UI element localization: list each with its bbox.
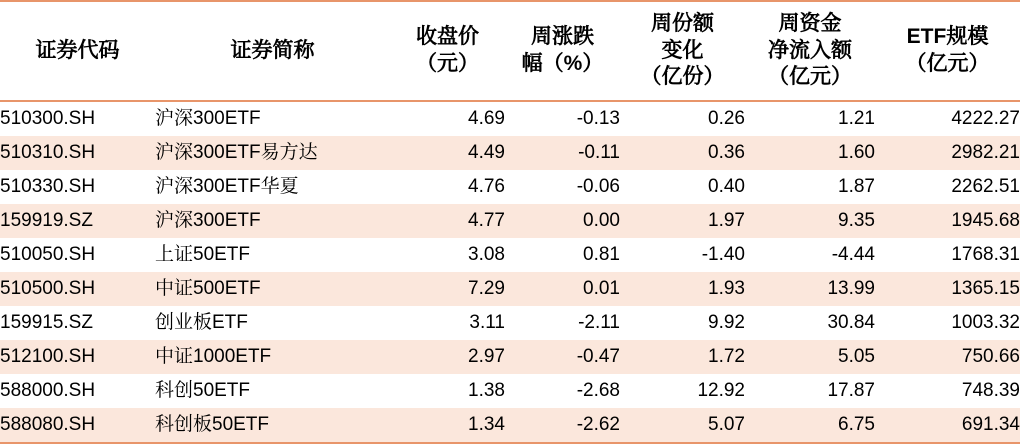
cell-share-change: 0.36 xyxy=(708,142,745,163)
column-header-share-change-line2: 变化 xyxy=(661,38,704,62)
cell-scale: 2982.21 xyxy=(951,142,1020,163)
table-row xyxy=(0,136,1020,170)
column-header-scale xyxy=(875,1,1020,101)
cell-net-inflow: 13.99 xyxy=(827,278,875,299)
cell-net-inflow: -4.44 xyxy=(831,244,875,265)
cell-change: -2.11 xyxy=(578,312,620,333)
cell-name: 中证1000ETF xyxy=(155,346,272,367)
table-row xyxy=(0,204,1020,238)
cell-change: 0.00 xyxy=(583,210,620,231)
cell-change: -0.47 xyxy=(576,346,620,367)
column-header-price xyxy=(390,1,505,101)
cell-net-inflow: 1.60 xyxy=(838,142,875,163)
table-row xyxy=(0,306,1020,340)
table-row xyxy=(0,408,1020,443)
cell-change: -0.06 xyxy=(576,176,620,197)
cell-scale: 4222.27 xyxy=(951,108,1020,129)
column-header-name-line1: 证券简称 xyxy=(230,38,315,62)
cell-net-inflow: 1.87 xyxy=(838,176,875,197)
column-header-change-line2: 幅（%） xyxy=(521,52,604,75)
table-header xyxy=(0,1,1020,101)
cell-share-change: -1.40 xyxy=(701,244,745,265)
cell-net-inflow: 1.21 xyxy=(838,108,875,129)
table-body xyxy=(0,101,1020,443)
cell-change: -2.68 xyxy=(576,380,620,401)
column-header-change xyxy=(505,1,620,101)
cell-name: 沪深300ETF xyxy=(155,108,261,129)
cell-name: 沪深300ETF xyxy=(155,210,261,231)
cell-share-change: 1.93 xyxy=(708,278,745,299)
cell-price: 4.77 xyxy=(468,210,505,231)
cell-net-inflow: 6.75 xyxy=(745,408,875,443)
cell-price: 3.08 xyxy=(468,244,505,265)
cell-name: 科创板50ETF xyxy=(155,408,390,443)
cell-scale: 691.34 xyxy=(875,408,1020,443)
cell-code: 510310.SH xyxy=(0,142,96,163)
cell-share-change: 1.97 xyxy=(708,210,745,231)
cell-price: 1.34 xyxy=(390,408,505,443)
table-header-row xyxy=(0,1,1020,101)
cell-code: 512100.SH xyxy=(0,346,96,367)
cell-scale: 750.66 xyxy=(961,346,1020,367)
cell-price: 4.49 xyxy=(468,142,505,163)
cell-share-change: 0.26 xyxy=(708,108,745,129)
cell-name: 中证500ETF xyxy=(155,278,261,299)
cell-price: 2.97 xyxy=(468,346,505,367)
cell-code: 510330.SH xyxy=(0,176,96,197)
column-header-scale-line2: （亿元） xyxy=(905,52,990,75)
cell-scale: 2262.51 xyxy=(951,176,1020,197)
cell-price: 7.29 xyxy=(468,278,505,299)
cell-change: 0.01 xyxy=(583,278,620,299)
cell-scale: 1365.15 xyxy=(951,278,1020,299)
column-header-share-change-line3: （亿份） xyxy=(640,65,725,89)
column-header-net-inflow-line2: 净流入额 xyxy=(768,38,852,62)
cell-price: 4.76 xyxy=(468,176,505,197)
cell-scale: 1768.31 xyxy=(951,244,1020,265)
column-header-code-line1: 证券代码 xyxy=(35,38,120,62)
cell-change: 0.81 xyxy=(583,244,620,265)
column-header-price-line2: （元） xyxy=(416,52,479,75)
cell-change: -0.11 xyxy=(578,142,620,163)
table-row xyxy=(0,272,1020,306)
column-header-net-inflow-line1: 周资金 xyxy=(778,11,842,35)
cell-code: 159915.SZ xyxy=(0,312,93,333)
cell-price: 4.69 xyxy=(468,108,505,129)
cell-code: 588080.SH xyxy=(0,408,155,443)
cell-share-change: 9.92 xyxy=(708,312,745,333)
cell-net-inflow: 9.35 xyxy=(838,210,875,231)
cell-net-inflow: 30.84 xyxy=(827,312,875,333)
table-row xyxy=(0,170,1020,204)
cell-share-change: 1.72 xyxy=(708,346,745,367)
cell-code: 159919.SZ xyxy=(0,210,93,231)
column-header-code xyxy=(0,1,155,101)
column-header-share-change xyxy=(620,1,745,101)
table-row xyxy=(0,374,1020,408)
column-header-name xyxy=(155,1,390,101)
cell-change: -0.13 xyxy=(576,108,620,129)
cell-share-change: 0.40 xyxy=(708,176,745,197)
cell-scale: 1003.32 xyxy=(951,312,1020,333)
cell-net-inflow: 17.87 xyxy=(827,380,875,401)
cell-price: 1.38 xyxy=(468,380,505,401)
cell-code: 510050.SH xyxy=(0,244,96,265)
cell-name: 沪深300ETF易方达 xyxy=(155,142,318,163)
table-row xyxy=(0,238,1020,272)
cell-code: 510300.SH xyxy=(0,108,96,129)
column-header-change-line1: 周涨跌 xyxy=(531,25,594,49)
table-row xyxy=(0,101,1020,136)
column-header-scale-line1: ETF规模 xyxy=(906,25,989,49)
table-row xyxy=(0,340,1020,374)
cell-change: -2.62 xyxy=(505,408,620,443)
column-header-price-line1: 收盘价 xyxy=(416,25,479,49)
column-header-net-inflow xyxy=(745,1,875,101)
cell-name: 上证50ETF xyxy=(155,244,251,265)
cell-share-change: 5.07 xyxy=(620,408,745,443)
column-header-share-change-line1: 周份额 xyxy=(651,11,714,35)
cell-code: 588000.SH xyxy=(0,380,96,401)
cell-name: 沪深300ETF华夏 xyxy=(155,176,299,197)
cell-net-inflow: 5.05 xyxy=(838,346,875,367)
cell-price: 3.11 xyxy=(469,312,505,333)
cell-scale: 1945.68 xyxy=(951,210,1020,231)
cell-scale: 748.39 xyxy=(961,380,1020,401)
cell-name: 科创50ETF xyxy=(155,380,251,401)
column-header-net-inflow-line3: （亿元） xyxy=(768,65,852,89)
cell-share-change: 12.92 xyxy=(697,380,745,401)
cell-code: 510500.SH xyxy=(0,278,96,299)
cell-name: 创业板ETF xyxy=(155,312,248,333)
